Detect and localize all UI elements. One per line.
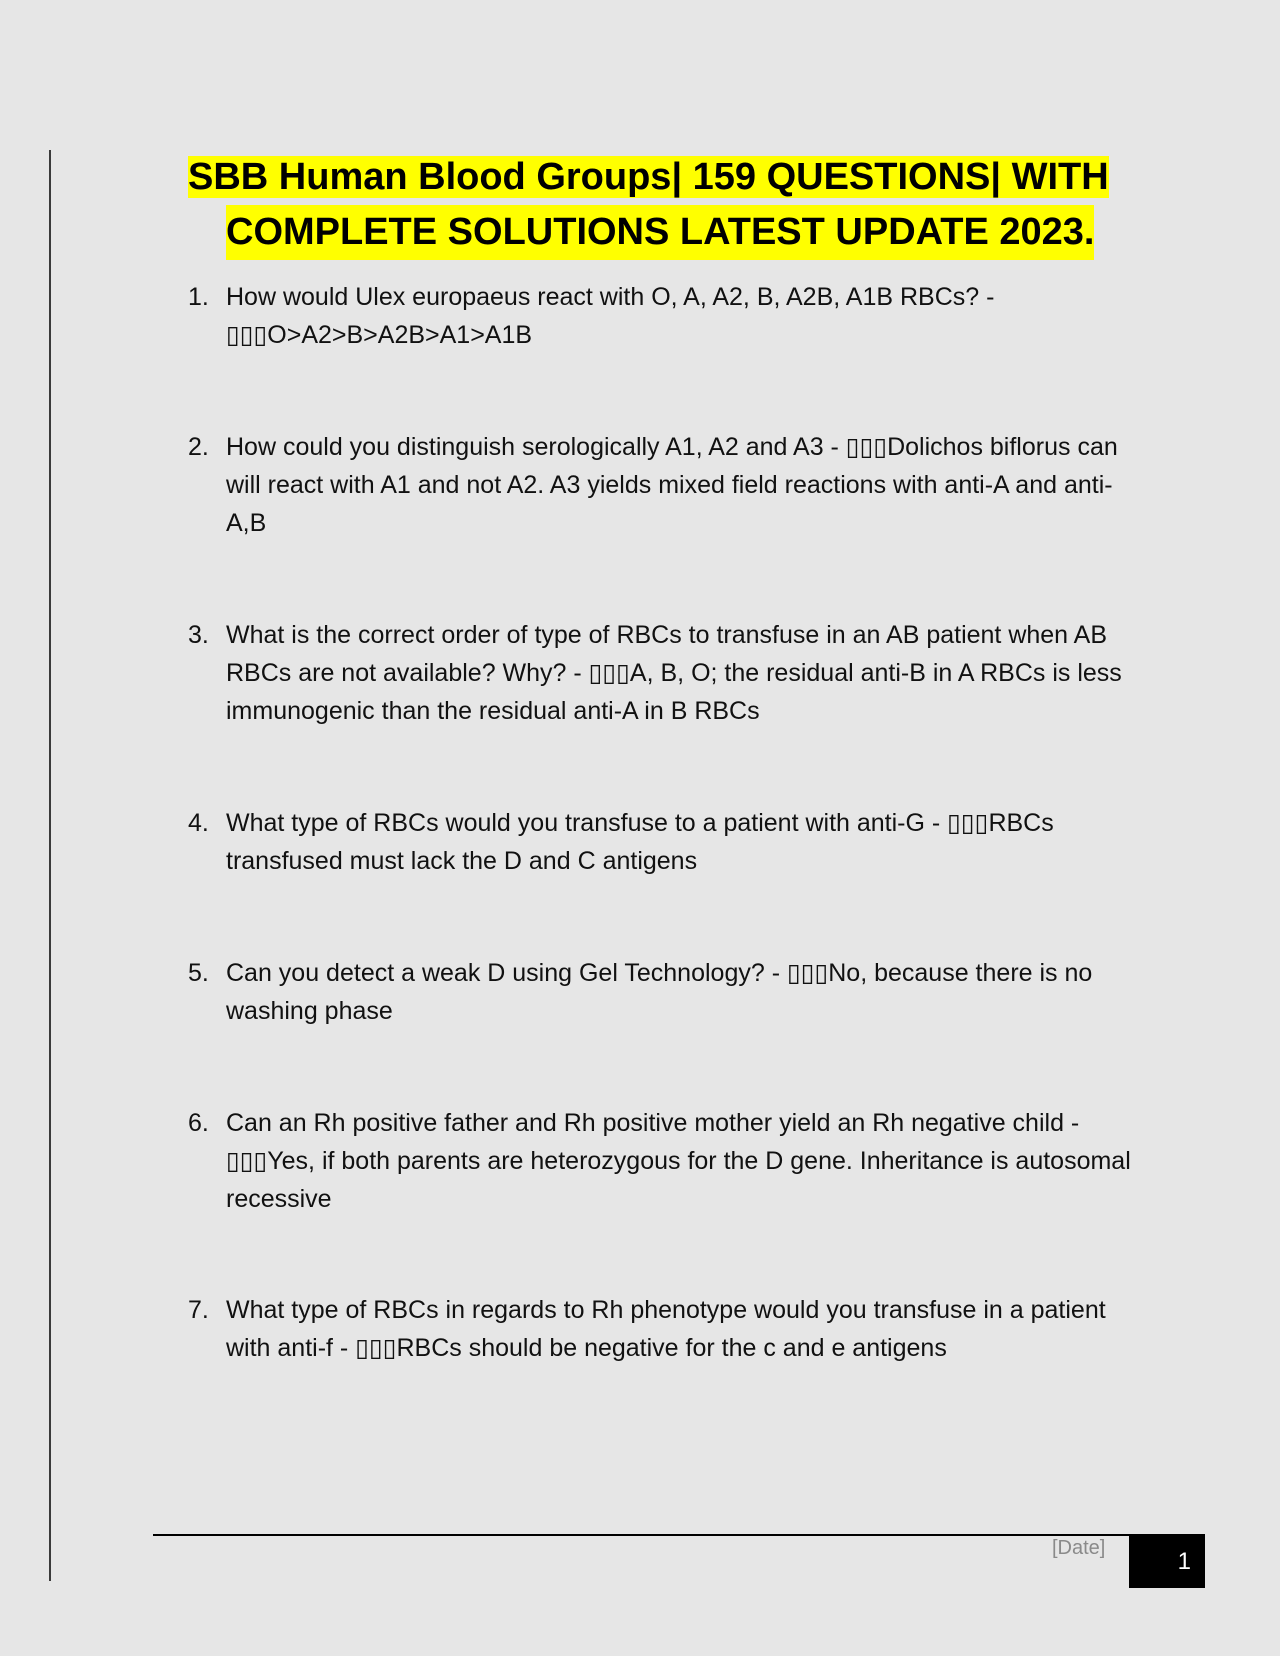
spacer <box>188 730 1138 804</box>
left-margin-rule <box>49 150 51 1581</box>
question-item <box>188 278 1138 354</box>
question-number: 4. <box>188 809 209 837</box>
question-text: How could you distinguish serologically A1, A2 and A3 - ▯▯▯Dolichos biflorus can will react with A1 and not A2. A3 yields mixed field reactions with anti-A and anti-A,B <box>226 433 1118 537</box>
question-number: 5. <box>188 959 209 987</box>
question-item <box>188 954 1138 1030</box>
question-text: Can an Rh positive father and Rh positive mother yield an Rh negative child - ▯▯▯Yes, if both parents are heterozygous for the D gene. Inheritance is autosomal recessive <box>226 1109 1131 1213</box>
question-number: 2. <box>188 433 209 461</box>
footer-date: [Date] <box>1052 1537 1106 1559</box>
question-number: 1. <box>188 283 209 311</box>
question-item <box>188 804 1138 880</box>
spacer <box>188 1218 1138 1291</box>
page-number: 1 <box>1177 1548 1191 1575</box>
spacer <box>188 1030 1138 1104</box>
spacer <box>188 354 1138 428</box>
title-line-1: SBB Human Blood Groups| 159 QUESTIONS| WITH <box>188 156 1109 198</box>
question-text: What type of RBCs in regards to Rh phenotype would you transfuse in a patient with anti-f - ▯▯▯RBCs should be negative for the c and e antigens <box>226 1296 1106 1362</box>
question-list <box>188 278 1138 1367</box>
question-number: 7. <box>188 1296 209 1324</box>
question-item <box>188 1104 1138 1218</box>
question-item <box>188 1291 1138 1367</box>
question-item <box>188 428 1138 542</box>
title-line-2: COMPLETE SOLUTIONS LATEST UPDATE 2023. <box>226 205 1094 260</box>
spacer <box>188 880 1138 954</box>
question-text: How would Ulex europaeus react with O, A, A2, B, A2B, A1B RBCs? - ▯▯▯O>A2>B>A2B>A1>A1B <box>226 283 995 349</box>
document-title <box>188 150 1138 260</box>
question-number: 6. <box>188 1109 209 1137</box>
question-text: Can you detect a weak D using Gel Technology? - ▯▯▯No, because there is no washing phase <box>226 959 1093 1025</box>
question-text: What is the correct order of type of RBCs to transfuse in an AB patient when AB RBCs are not available? Why? - ▯▯▯A, B, O; the residual anti-B in A RBCs is less immunogenic than the residual anti-A in B RBCs <box>226 621 1122 725</box>
page-number-box <box>1129 1535 1205 1588</box>
question-text: What type of RBCs would you transfuse to a patient with anti-G - ▯▯▯RBCs transfused must lack the D and C antigens <box>226 809 1054 875</box>
question-item <box>188 616 1138 730</box>
question-number: 3. <box>188 621 209 649</box>
spacer <box>188 542 1138 616</box>
footer-rule <box>153 1534 1205 1536</box>
